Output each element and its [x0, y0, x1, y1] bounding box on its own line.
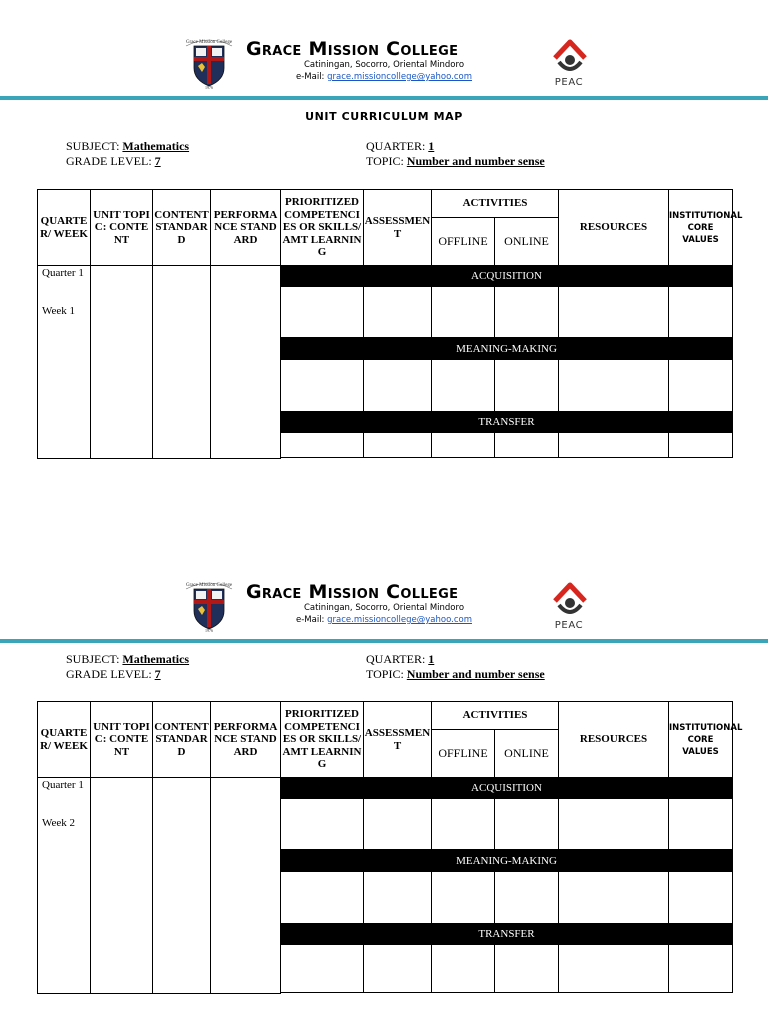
subject-line — [66, 139, 189, 154]
grade-line — [66, 154, 189, 169]
quarter-line — [366, 652, 545, 667]
week-cell-text: Week 2 — [42, 817, 76, 829]
subject-grade-block — [66, 139, 189, 169]
topic-line — [366, 154, 545, 169]
header-online: ONLINE — [495, 730, 559, 778]
content-standard-cell — [153, 266, 211, 459]
svg-text:1976: 1976 — [205, 85, 213, 90]
stage-band-transfer — [281, 412, 733, 433]
quarter-value: 1 — [428, 652, 435, 666]
topic-value: Number and number sense — [406, 667, 545, 681]
header-core-values: INSTITUTIONAL CORE VALUES — [669, 190, 733, 266]
letterhead — [0, 579, 768, 647]
peac-logo-icon — [549, 36, 591, 74]
peac-label: PEAC — [554, 620, 584, 631]
header-activities: ACTIVITIES — [432, 702, 559, 730]
college-name: Grace Mission College — [246, 38, 459, 60]
grade-value: 7 — [154, 667, 161, 681]
stage-band-acquisition — [281, 778, 733, 799]
peac-logo-icon — [549, 579, 591, 617]
grade-line — [66, 667, 189, 682]
header-performance-standard: PERFORMANCE STANDARD — [211, 190, 281, 266]
subject-line — [66, 652, 189, 667]
quarter-label: QUARTER: — [366, 652, 429, 666]
stage-label: MEANING-MAKING — [456, 342, 557, 355]
stage-label: ACQUISITION — [471, 782, 542, 794]
header-assessment: ASSESSMENT — [364, 190, 432, 266]
header-offline: OFFLINE — [432, 730, 495, 778]
header-online: ONLINE — [495, 218, 559, 266]
curriculum-map-table — [37, 189, 743, 459]
stage-label: MEANING-MAKING — [456, 854, 557, 867]
header-divider — [0, 639, 768, 643]
topic-label: TOPIC: — [366, 154, 407, 168]
email-label: e-Mail: — [296, 615, 328, 625]
unit-topic-cell — [91, 778, 153, 994]
subject-label: SUBJECT: — [66, 652, 123, 666]
header-competencies: PRIORITIZED COMPETENCIES OR SKILLS/ AMT LEARNING — [281, 190, 364, 266]
header-competencies: PRIORITIZED COMPETENCIES OR SKILLS/ AMT LEARNING — [281, 702, 364, 778]
header-quarter-week: QUARTER/ WEEK — [38, 702, 91, 778]
quarter-label: QUARTER: — [366, 139, 429, 153]
subject-label: SUBJECT: — [66, 139, 123, 153]
college-seal-icon — [180, 36, 238, 90]
stage-label: TRANSFER — [478, 416, 535, 428]
svg-text:Grace Mission College: Grace Mission College — [185, 583, 233, 588]
topic-value: Number and number sense — [406, 154, 545, 168]
header-assessment: ASSESSMENT — [364, 702, 432, 778]
quarter-cell-text: Quarter 1 — [42, 779, 84, 791]
college-name: Grace Mission College — [246, 581, 459, 603]
email-link[interactable]: grace.missioncollege@yahoo.com — [327, 615, 472, 625]
stage-label: ACQUISITION — [471, 270, 542, 282]
header-content-standard: CONTENT STANDARD — [153, 702, 211, 778]
college-email-line — [246, 72, 522, 82]
quarter-topic-block — [366, 652, 545, 682]
college-address: Catiningan, Socorro, Oriental Mindoro — [303, 60, 465, 70]
svg-text:Grace Mission College: Grace Mission College — [185, 40, 233, 45]
quarter-week-cell — [38, 266, 91, 459]
svg-text:1976: 1976 — [205, 628, 213, 633]
header-content-standard: CONTENT STANDARD — [153, 190, 211, 266]
stage-band-meaning-making — [281, 338, 733, 360]
letterhead — [0, 36, 768, 104]
header-resources: RESOURCES — [559, 190, 669, 266]
header-unit-topic: UNIT TOPIC: CONTENT — [91, 702, 153, 778]
stage-band-transfer — [281, 924, 733, 945]
quarter-week-cell — [38, 778, 91, 994]
email-link[interactable]: grace.missioncollege@yahoo.com — [327, 72, 472, 82]
college-email-line — [246, 615, 522, 625]
quarter-line — [366, 139, 545, 154]
week-cell-text: Week 1 — [42, 305, 76, 317]
subject-value: Mathematics — [122, 652, 190, 666]
header-quarter-week: QUARTER/ WEEK — [38, 190, 91, 266]
stage-band-meaning-making — [281, 850, 733, 872]
header-performance-standard: PERFORMANCE STANDARD — [211, 702, 281, 778]
topic-line — [366, 667, 545, 682]
header-resources: RESOURCES — [559, 702, 669, 778]
grade-value: 7 — [154, 154, 161, 168]
subject-grade-block — [66, 652, 189, 682]
college-address: Catiningan, Socorro, Oriental Mindoro — [303, 603, 465, 613]
grade-label: GRADE LEVEL: — [66, 667, 155, 681]
peac-label: PEAC — [554, 77, 584, 88]
unit-topic-cell — [91, 266, 153, 459]
quarter-cell-text: Quarter 1 — [42, 267, 84, 279]
subject-value: Mathematics — [122, 139, 190, 153]
header-activities: ACTIVITIES — [432, 190, 559, 218]
document-title: UNIT CURRICULUM MAP — [305, 110, 463, 123]
stage-label: TRANSFER — [478, 928, 535, 940]
header-core-values: INSTITUTIONAL CORE VALUES — [669, 702, 733, 778]
email-label: e-Mail: — [296, 72, 328, 82]
quarter-value: 1 — [428, 139, 435, 153]
college-seal-icon — [180, 579, 238, 633]
content-standard-cell — [153, 778, 211, 994]
header-offline: OFFLINE — [432, 218, 495, 266]
topic-label: TOPIC: — [366, 667, 407, 681]
quarter-topic-block — [366, 139, 545, 169]
grade-label: GRADE LEVEL: — [66, 154, 155, 168]
header-unit-topic: UNIT TOPIC: CONTENT — [91, 190, 153, 266]
performance-standard-cell — [211, 778, 281, 994]
stage-band-acquisition — [281, 266, 733, 287]
curriculum-map-table — [37, 701, 743, 994]
performance-standard-cell — [211, 266, 281, 459]
header-divider — [0, 96, 768, 100]
